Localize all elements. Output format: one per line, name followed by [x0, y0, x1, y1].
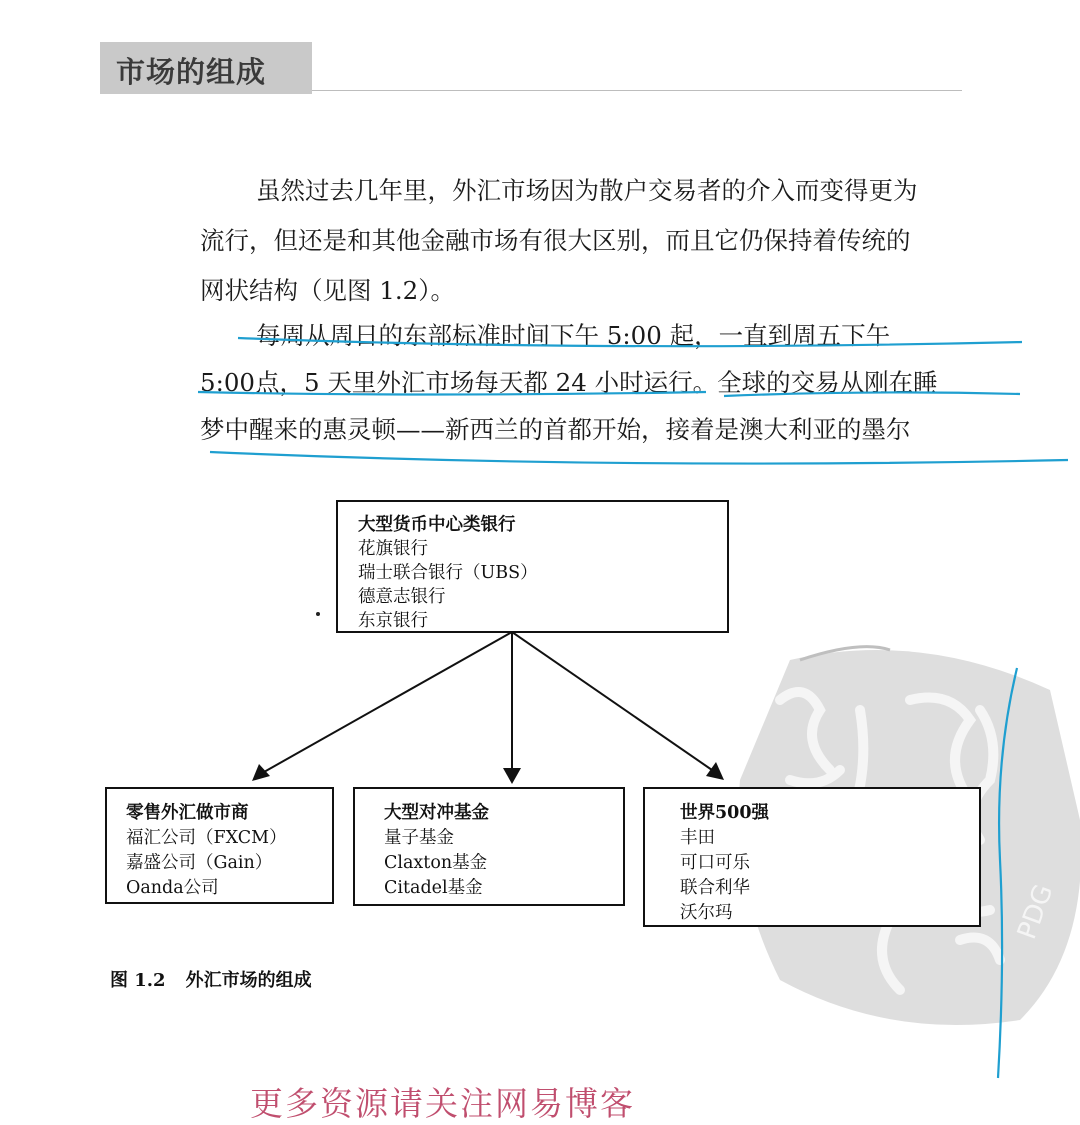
watermark-text: 更多资源请关注网易博客: [250, 1084, 635, 1123]
box-item: 沃尔玛: [680, 903, 733, 923]
paragraph-line: 梦中醒来的惠灵顿——新西兰的首都开始，接着是澳大利亚的墨尔: [200, 415, 911, 444]
box-title: 零售外汇做市商: [126, 803, 249, 823]
box-item: 可口可乐: [680, 853, 750, 873]
right-box-fortune-500: [643, 787, 981, 927]
figure-number: 图 1.2: [110, 970, 166, 991]
box-title: 世界500强: [680, 803, 770, 823]
box-item: Citadel基金: [384, 878, 483, 898]
box-item: 瑞士联合银行（UBS）: [358, 563, 538, 583]
paragraph-line: 虽然过去几年里，外汇市场因为散户交易者的介入而变得更为: [256, 176, 918, 205]
figure-caption-text: 外汇市场的组成: [185, 970, 312, 991]
box-item: Claxton基金: [384, 853, 488, 873]
paragraph-line: 网状结构（见图 1.2）。: [200, 276, 456, 305]
middle-box-hedge-funds: [353, 787, 625, 906]
box-item: 丰田: [680, 828, 715, 848]
section-title: 市场的组成: [116, 55, 267, 89]
box-item: 花旗银行: [358, 539, 428, 559]
box-item: 量子基金: [384, 828, 454, 848]
box-item: 联合利华: [680, 878, 750, 898]
paragraph-line: 5:00点，5 天里外汇市场每天都 24 小时运行。全球的交易从刚在睡: [200, 368, 938, 397]
left-box-retail-market-makers: [105, 787, 334, 904]
paragraph-line: 每周从周日的东部标准时间下午 5:00 起，一直到周五下午: [256, 321, 891, 350]
box-title: 大型货币中心类银行: [358, 515, 516, 535]
box-title: 大型对冲基金: [384, 803, 489, 823]
paragraph-line: 流行，但还是和其他金融市场有很大区别，而且它仍保持着传统的: [200, 226, 911, 255]
stamp-label: PDG: [1012, 880, 1060, 944]
box-item: 福汇公司（FXCM）: [126, 828, 287, 848]
box-item: Oanda公司: [126, 878, 219, 898]
box-item: 东京银行: [358, 611, 428, 631]
figure-caption: [110, 966, 312, 992]
top-box-large-banks: [336, 500, 729, 633]
box-item: 德意志银行: [358, 587, 446, 607]
box-item: 嘉盛公司（Gain）: [126, 853, 273, 873]
